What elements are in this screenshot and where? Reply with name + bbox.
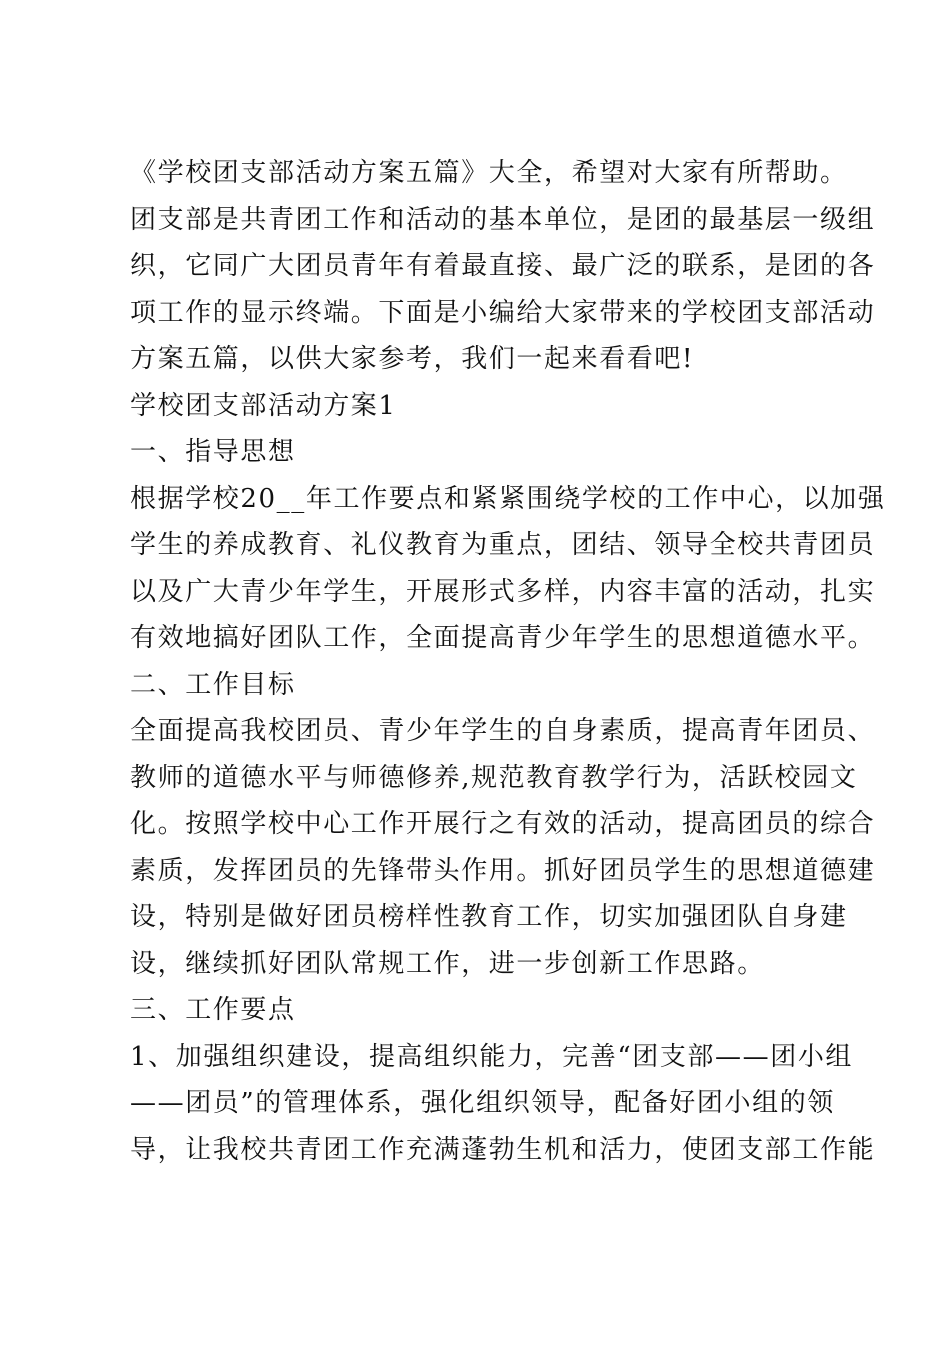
heading-work-goals: 二、工作目标 — [130, 669, 296, 700]
paragraph-line: 1、加强组织建设，提高组织能力，完善“团支部——团小组 — [130, 1041, 854, 1072]
paragraph-line: 项工作的显示终端。下面是小编给大家带来的学校团支部活动 — [130, 297, 876, 328]
intro-line: 《学校团支部活动方案五篇》大全，希望对大家有所帮助。 — [130, 158, 848, 188]
paragraph-line: 全面提高我校团员、青少年学生的自身素质，提高青年团员、 — [130, 716, 876, 746]
paragraph-line: 导，让我校共青团工作充满蓬勃生机和活力，使团支部工作能 — [130, 1134, 876, 1165]
paragraph-line: 有效地搞好团队工作，全面提高青少年学生的思想道德水平。 — [130, 623, 876, 653]
paragraph-line: 设，特别是做好团员榜样性教育工作，切实加强团队自身建 — [130, 902, 848, 932]
paragraph-line: 方案五篇，以供大家参考，我们一起来看看吧! — [130, 344, 695, 374]
heading-guiding-thought: 一、指导思想 — [130, 437, 296, 467]
paragraph-line: 以及广大青少年学生，开展形式多样，内容丰富的活动，扎实 — [130, 576, 876, 607]
paragraph-line: ——团员”的管理体系，强化组织领导，配备好团小组的领 — [130, 1088, 835, 1118]
heading-work-points: 三、工作要点 — [130, 995, 296, 1025]
paragraph-line: 设，继续抓好团队常规工作，进一步创新工作思路。 — [130, 948, 765, 979]
paragraph-line: 织，它同广大团员青年有着最直接、最广泛的联系，是团的各 — [130, 251, 876, 281]
paragraph-line: 素质，发挥团员的先锋带头作用。抓好团员学生的思想道德建 — [130, 855, 876, 886]
section-title: 学校团支部活动方案1 — [130, 390, 397, 421]
paragraph-line: 教师的道德水平与师德修养,规范教育教学行为，活跃校园文 — [130, 762, 858, 793]
paragraph-line: 化。按照学校中心工作开展行之有效的活动，提高团员的综合 — [130, 809, 876, 839]
document-body — [130, 150, 886, 1173]
paragraph-line: 学生的养成教育、礼仪教育为重点，团结、领导全校共青团员 — [130, 530, 876, 560]
paragraph-line: 团支部是共青团工作和活动的基本单位，是团的最基层一级组 — [130, 204, 876, 235]
paragraph-line: 根据学校20__年工作要点和紧紧围绕学校的工作中心，以加强 — [130, 483, 886, 514]
